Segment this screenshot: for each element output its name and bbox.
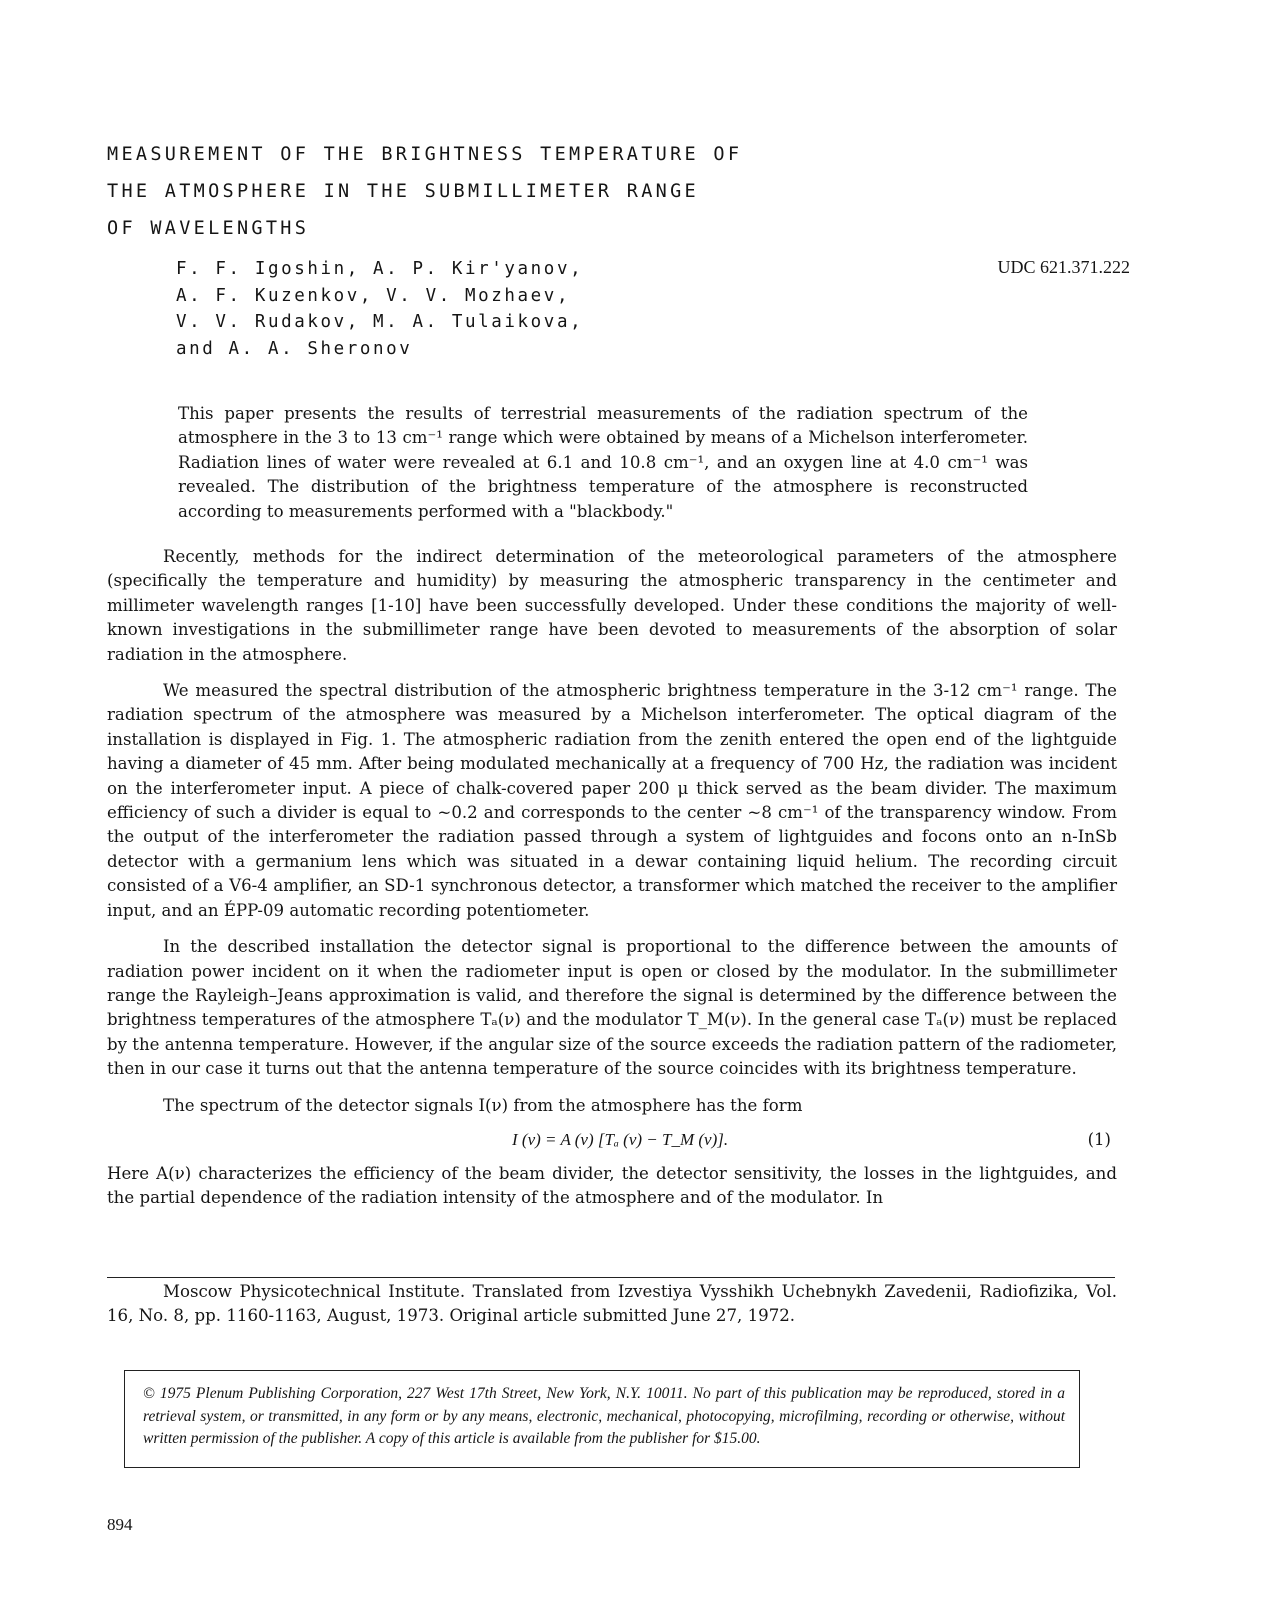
page-number: 894	[107, 1515, 133, 1534]
equation-1	[107, 1126, 1117, 1156]
title-line: MEASUREMENT OF THE BRIGHTNESS TEMPERATURE OF	[107, 144, 743, 165]
author-line: A. F. Kuzenkov, V. V. Mozhaev,	[176, 285, 571, 306]
abstract: This paper presents the results of terrestrial measurements of the radiation spectrum of the atmosphere in the 3 to 13 cm⁻¹ range which were obtained by means of a Michelson interferometer. Radiation lines of water were revealed at 6.1 and 10.8 cm⁻¹, and an oxygen line at 4.0 cm⁻¹ was revealed. The distribution of the brightness temperature of the atmosphere is reconstructed according to measurements performed with a "blackbody."	[178, 404, 1028, 521]
title-line: THE ATMOSPHERE IN THE SUBMILLIMETER RANGE	[107, 181, 699, 202]
equation-text: I (ν) = A (ν) [Tₐ (ν) − T_M (ν)].	[512, 1129, 729, 1149]
udc-code: UDC 621.371.222	[997, 257, 1130, 277]
body-text	[107, 545, 1117, 1211]
body-paragraph: The spectrum of the detector signals I(ν) from the atmosphere has the form	[163, 1095, 803, 1115]
copyright-notice: © 1975 Plenum Publishing Corporation, 227 West 17th Street, New York, N.Y. 10011. No part of this publication may be reproduced, stored in a retrieval system, or transmitted, in any form or by any means, electronic, mechanical, photocopying, microfilming, recording or otherwise, without written permission of the publisher. A copy of this article is available from the publisher for $15.00.	[124, 1370, 1080, 1468]
footnote: Moscow Physicotechnical Institute. Translated from Izvestiya Vysshikh Uchebnykh Zavedenii, Radiofizika, Vol. 16, No. 8, pp. 1160-1163, August, 1973. Original article submitted June 27, 1972.	[107, 1282, 1117, 1326]
body-paragraph: We measured the spectral distribution of the atmospheric brightness temperature in the 3-12 cm⁻¹ range. The radiation spectrum of the atmosphere was measured by a Michelson interferometer. The optical diagram of the installation is displayed in Fig. 1. The atmospheric radiation from the zenith entered the open end of the lightguide having a diameter of 45 mm. After being modulated mechanically at a frequency of 700 Hz, the radiation was incident on the interferometer input. A piece of chalk-covered paper 200 μ thick served as the beam divider. The maximum efficiency of such a divider is equal to ~0.2 and corresponds to the center ~8 cm⁻¹ of the transparency window. From the output of the interferometer the radiation passed through a system of lightguides and focons onto an n-InSb detector with a germanium lens which was situated in a dewar containing liquid helium. The recording circuit consisted of a V6-4 amplifier, an SD-1 synchronous detector, a transformer which matched the receiver to the amplifier input, and an ÉPP-09 automatic recording potentiometer.	[107, 681, 1117, 920]
title-line: OF WAVELENGTHS	[107, 218, 310, 239]
body-paragraph: In the described installation the detector signal is proportional to the difference between the amounts of radiation power incident on it when the radiometer input is open or closed by the modulator. In the submillimeter range the Rayleigh–Jeans approximation is valid, and therefore the signal is determined by the difference between the brightness temperatures of the atmosphere Tₐ(ν) and the modulator T_M(ν). In the general case Tₐ(ν) must be replaced by the antenna temperature. However, if the angular size of the source exceeds the radiation pattern of the radiometer, then in our case it turns out that the antenna temperature of the source coincides with its brightness temperature.	[107, 937, 1117, 1079]
author-line: F. F. Igoshin, A. P. Kir'yanov,	[176, 259, 584, 279]
footnote-divider	[107, 1277, 1115, 1278]
author-line: and A. A. Sheronov	[176, 338, 413, 359]
body-paragraph: Here A(ν) characterizes the efficiency of the beam divider, the detector sensitivity, the losses in the lightguides, and the partial dependence of the radiation intensity of the atmosphere and of the modulator. In	[107, 1163, 1117, 1208]
author-list	[176, 256, 696, 362]
equation-number: (1)	[1087, 1129, 1111, 1149]
paper-title	[107, 136, 867, 247]
body-paragraph: Recently, methods for the indirect determination of the meteorological parameters of the atmosphere (specifically the temperature and humidity) by measuring the atmospheric transparency in the centimeter and millimeter wavelength ranges [1-10] have been successfully developed. Under these conditions the majority of well-known investigations in the submillimeter range have been devoted to measurements of the absorption of solar radiation in the atmosphere.	[107, 547, 1117, 664]
author-line: V. V. Rudakov, M. A. Tulaikova,	[176, 312, 584, 332]
